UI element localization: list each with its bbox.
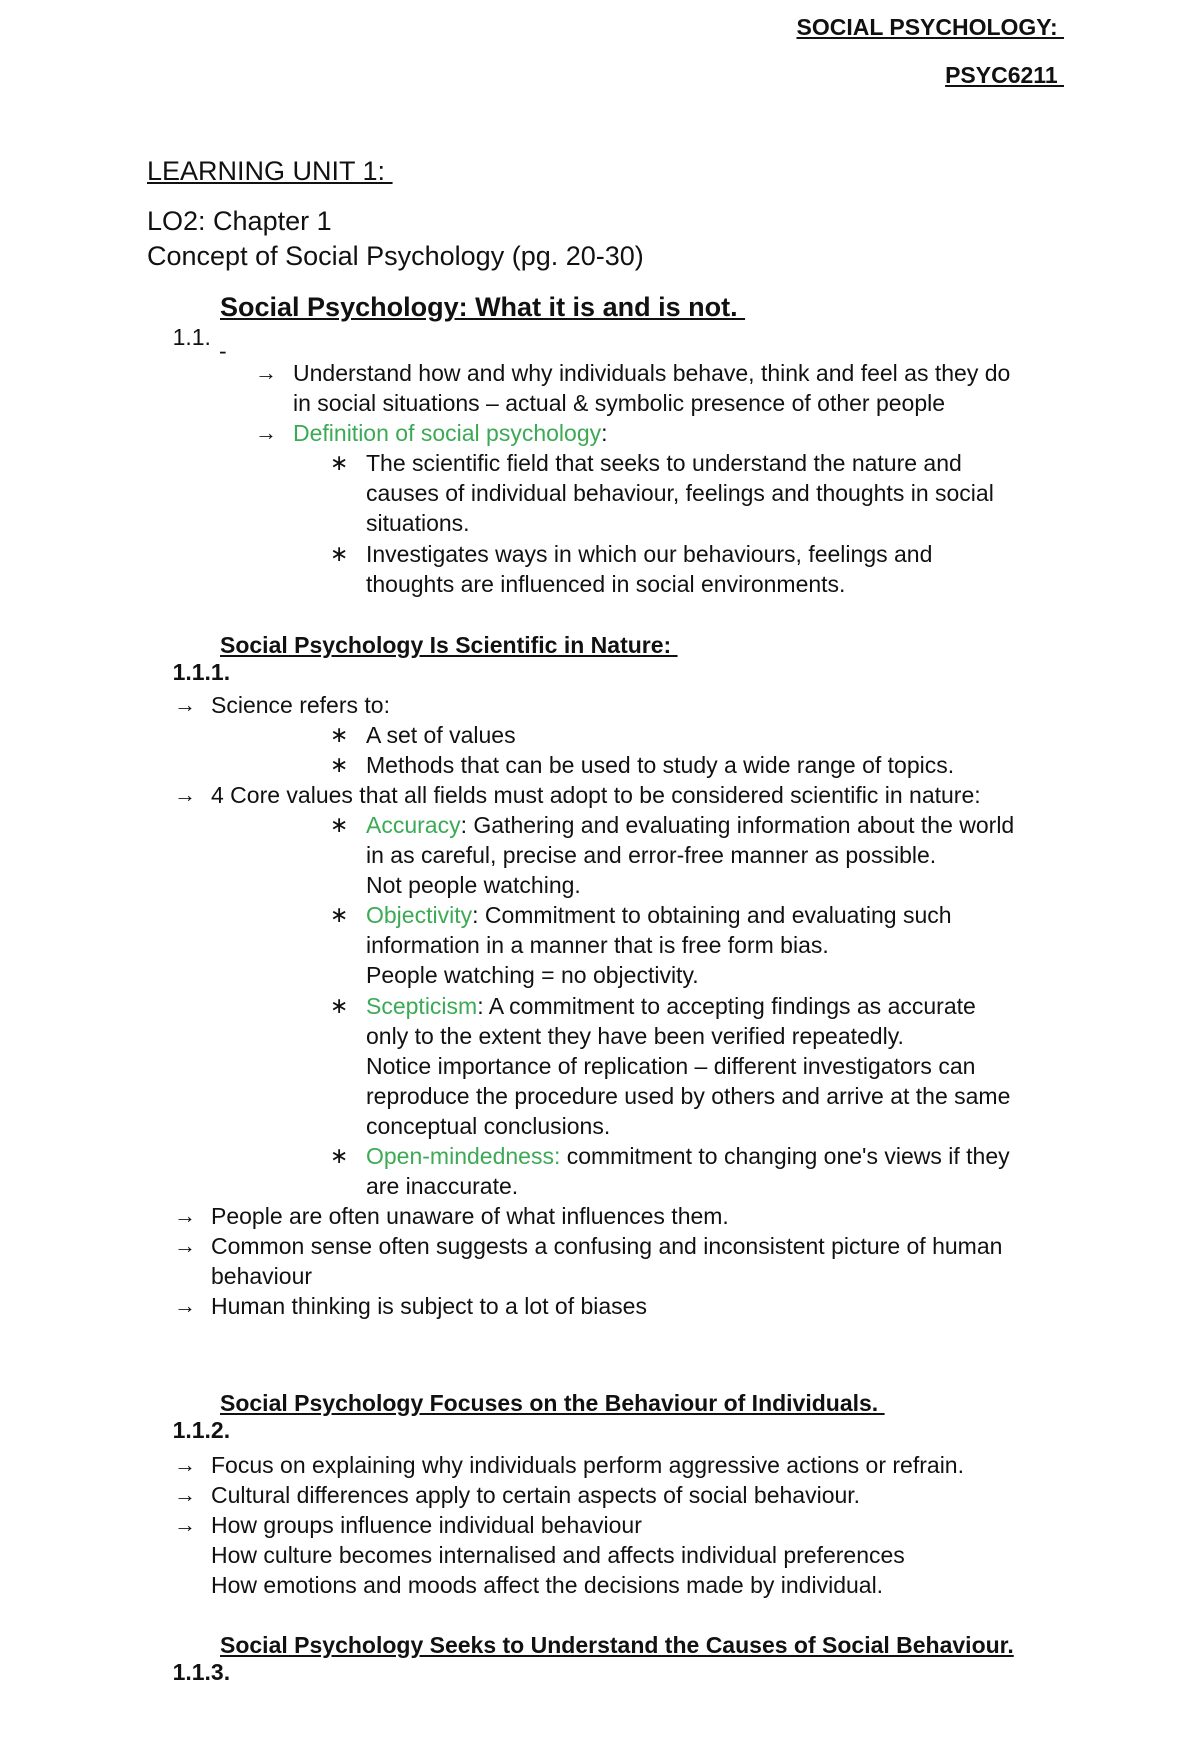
arrow-icon: → (255, 420, 277, 445)
section-number: 1.1.1. (172, 659, 231, 685)
star-icon: ∗ (330, 1143, 349, 1168)
arrow-icon: → (174, 1452, 196, 1477)
dash-marker: - (219, 338, 227, 364)
sub-bullet-text (366, 900, 952, 930)
course-header: SOCIAL PSYCHOLOGY: (796, 14, 1064, 40)
sub-bullet-text: Investigates ways in which our behaviours, feelings and (366, 541, 933, 567)
section-title: Social Psychology: What it is and is not. (220, 292, 746, 322)
sub-bullet-text: causes of individual behaviour, feelings and thoughts in social (366, 480, 994, 506)
bullet-text: in social situations – actual & symbolic presence of other people (293, 390, 946, 416)
bullet-text: Common sense often suggests a confusing and inconsistent picture of human (211, 1233, 1003, 1259)
bullet-text: How culture becomes internalised and affects individual preferences (211, 1542, 905, 1568)
bullet-text: Cultural differences apply to certain aspects of social behaviour. (211, 1482, 861, 1508)
bullet-text: Human thinking is subject to a lot of biases (211, 1293, 647, 1319)
arrow-icon: → (174, 692, 196, 717)
star-icon: ∗ (330, 902, 349, 927)
concept-line: Concept of Social Psychology (pg. 20-30) (147, 241, 644, 271)
sub-bullet-text: The scientific field that seeks to understand the nature and (366, 450, 962, 476)
bullet-text: 4 Core values that all fields must adopt to be considered scientific in nature: (211, 782, 981, 808)
sub-bullet-text: conceptual conclusions. (366, 1113, 611, 1139)
sub-bullet-text: information in a manner that is free form bias. (366, 932, 829, 958)
sub-bullet-text: People watching = no objectivity. (366, 962, 699, 988)
sub-bullet-text: are inaccurate. (366, 1173, 519, 1199)
term-description: : Gathering and evaluating information about the world (460, 812, 1015, 838)
star-icon: ∗ (330, 450, 349, 475)
term-colon: : (601, 420, 608, 446)
sub-bullet-text: situations. (366, 510, 470, 536)
star-icon: ∗ (330, 752, 349, 777)
arrow-icon: → (174, 1233, 196, 1258)
arrow-icon: → (255, 360, 277, 385)
bullet-text (293, 418, 608, 448)
term-scepticism: Scepticism (366, 993, 478, 1019)
sub-bullet-text: Notice importance of replication – different investigators can (366, 1053, 976, 1079)
star-icon: ∗ (330, 812, 349, 837)
star-icon: ∗ (330, 993, 349, 1018)
term-definition: Definition of social psychology (293, 420, 602, 446)
bullet-text: Science refers to: (211, 692, 390, 718)
sub-bullet-text (366, 810, 1014, 840)
term-objectivity: Objectivity (366, 902, 473, 928)
bullet-text: How groups influence individual behaviour (211, 1512, 642, 1538)
term-open-mindedness: Open-mindedness: (366, 1143, 561, 1169)
bullet-text: Understand how and why individuals behave, think and feel as they do (293, 360, 1011, 386)
bullet-text: Focus on explaining why individuals perform aggressive actions or refrain. (211, 1452, 964, 1478)
sub-bullet-text: Not people watching. (366, 872, 581, 898)
lo-line: LO2: Chapter 1 (147, 206, 332, 236)
bullet-text: People are often unaware of what influences them. (211, 1203, 729, 1229)
unit-title: LEARNING UNIT 1: (147, 156, 393, 186)
sub-bullet-text: in as careful, precise and error-free manner as possible. (366, 842, 937, 868)
arrow-icon: → (174, 1512, 196, 1537)
bullet-text: How emotions and moods affect the decisions made by individual. (211, 1572, 884, 1598)
section-title: Social Psychology Is Scientific in Nature: (220, 632, 678, 658)
sub-bullet-text: thoughts are influenced in social environments. (366, 571, 846, 597)
arrow-icon: → (174, 1203, 196, 1228)
arrow-icon: → (174, 1482, 196, 1507)
star-icon: ∗ (330, 541, 349, 566)
arrow-icon: → (174, 1293, 196, 1318)
course-code: PSYC6211 (945, 62, 1064, 88)
star-icon: ∗ (330, 722, 349, 747)
section-title: Social Psychology Seeks to Understand the Causes of Social Behaviour. (220, 1632, 1014, 1658)
sub-bullet-text (366, 1141, 1010, 1171)
sub-bullet-text: only to the extent they have been verified repeatedly. (366, 1023, 904, 1049)
term-description: : Commitment to obtaining and evaluating such (472, 902, 952, 928)
bullet-text: behaviour (211, 1263, 313, 1289)
section-number: 1.1.2. (172, 1417, 231, 1443)
sub-bullet-text: Methods that can be used to study a wide range of topics. (366, 752, 955, 778)
section-title: Social Psychology Focuses on the Behaviour of Individuals. (220, 1390, 885, 1416)
term-description: : A commitment to accepting findings as accurate (477, 993, 976, 1019)
section-number: 1.1.3. (172, 1659, 231, 1685)
term-accuracy: Accuracy (366, 812, 461, 838)
section-heading-1-1-3 (147, 1632, 1014, 1740)
section-number: 1.1. (172, 324, 211, 350)
sub-bullet-text: reproduce the procedure used by others and arrive at the same (366, 1083, 1011, 1109)
sub-bullet-text (366, 991, 976, 1021)
term-description: commitment to changing one's views if they (560, 1143, 1010, 1169)
arrow-icon: → (174, 782, 196, 807)
sub-bullet-text: A set of values (366, 722, 516, 748)
